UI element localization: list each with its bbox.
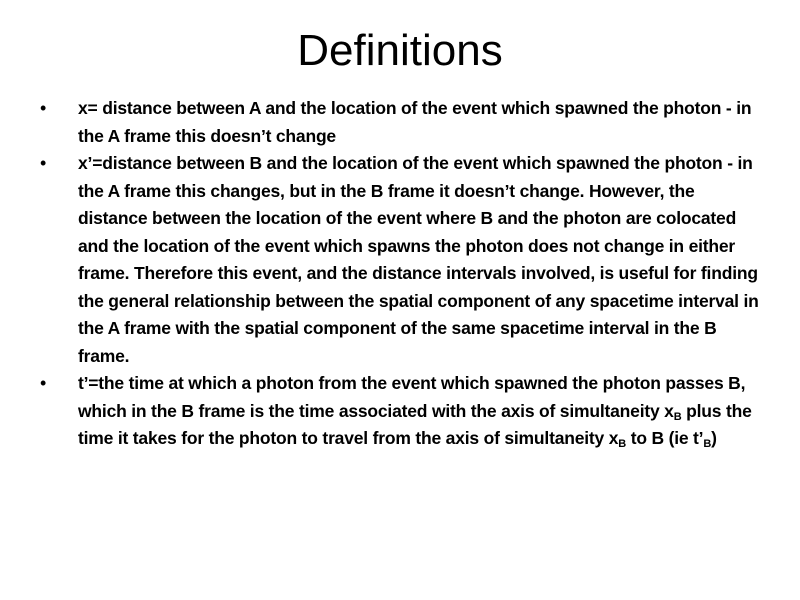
bullet-item-t-prime bbox=[40, 370, 760, 453]
bullet-text bbox=[78, 98, 751, 146]
slide-title: Definitions bbox=[297, 26, 503, 75]
bullet-text-segment: ) bbox=[711, 428, 717, 448]
bullet-text-segment: to B (ie t’ bbox=[626, 428, 704, 448]
bullet-text-segment: plus the time it takes for the photon to travel from the axis of simultaneity x bbox=[78, 400, 752, 448]
bullet-text bbox=[78, 373, 752, 448]
bullet-dot-icon: • bbox=[40, 373, 47, 393]
bullet-text bbox=[78, 153, 759, 366]
subscript-b: B bbox=[673, 410, 682, 423]
bullet-item-x-prime bbox=[40, 150, 760, 370]
bullet-text-segment: x= distance between A and the location of the event which spawned the photon - in the A frame this doesn’t change bbox=[78, 98, 752, 146]
bullet-list bbox=[40, 95, 760, 453]
bullet-text-segment: t’=the time at which a photon from the event which spawned the photon passes B, which in the B frame is the time associated with the axis of simultaneity x bbox=[78, 373, 746, 421]
bullet-item-x bbox=[40, 95, 760, 150]
bullet-text-segment: x’=distance between B and the location of the event which spawned the photon - in the A frame this changes, but in the B frame it doesn’t change. However, the distance between the location of the event where B and the photon are colocated and the location of the event which spawns the photon does not change in either frame. Therefore this event, and the distance intervals involved, is useful for finding the general relationship between the spatial component of any spacetime interval in the A frame with the spatial component of the same spacetime interval in the B frame. bbox=[78, 153, 759, 366]
bullet-dot-icon: • bbox=[40, 153, 47, 173]
subscript-b: B bbox=[703, 438, 712, 450]
bullet-dot-icon: • bbox=[40, 98, 47, 118]
subscript-b: B bbox=[618, 438, 627, 450]
